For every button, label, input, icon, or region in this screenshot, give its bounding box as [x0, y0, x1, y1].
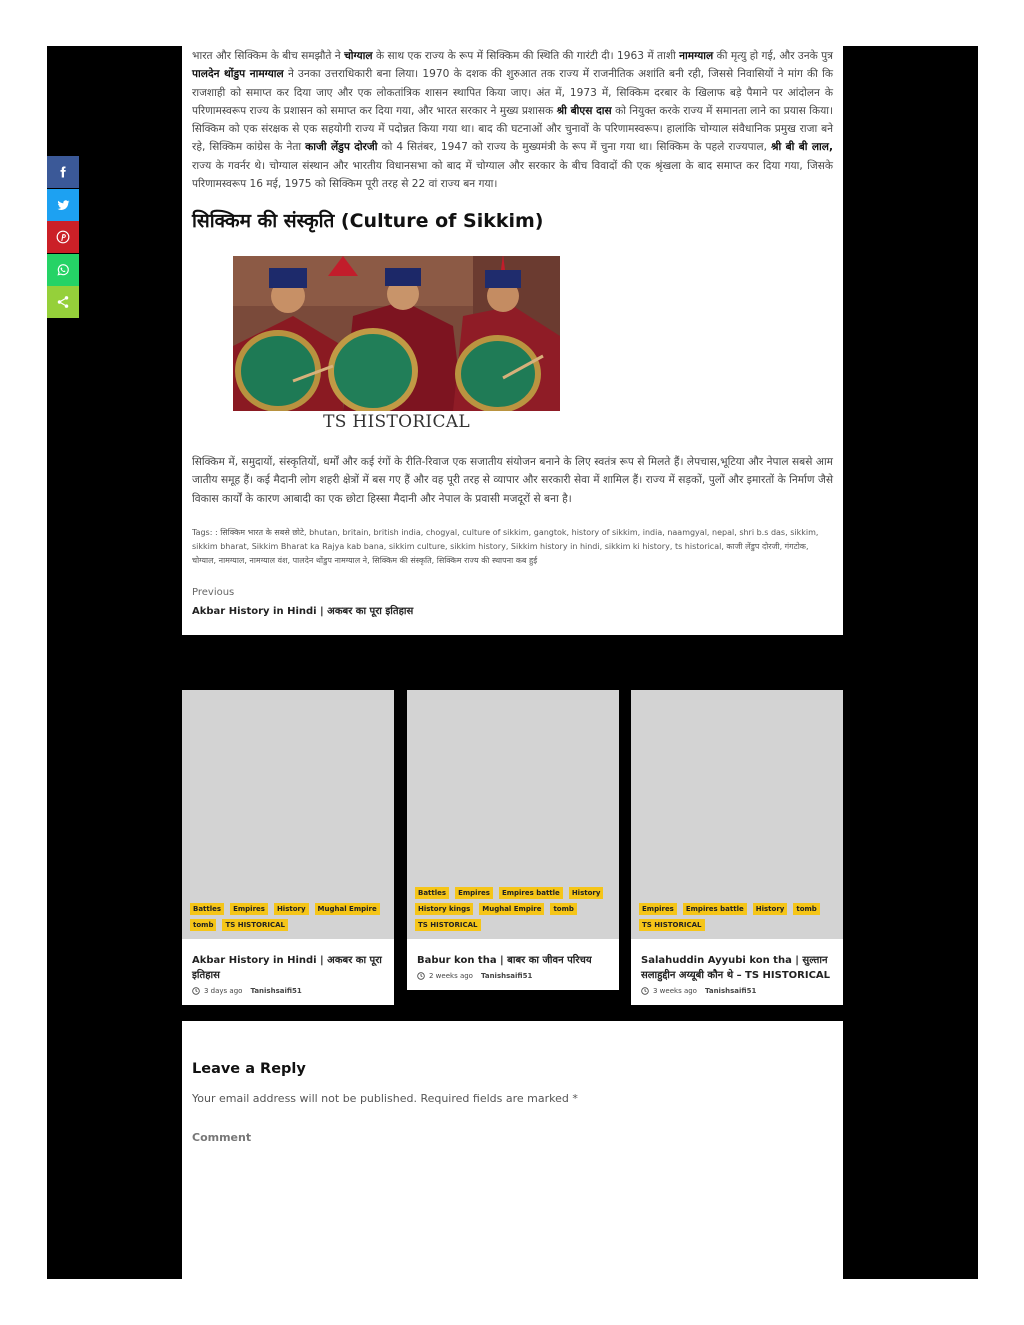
tag-link[interactable]: काजी लेंडुप दोरजी [726, 542, 780, 551]
post-title-link[interactable]: Salahuddin Ayyubi kon tha | सुल्तान सलाहुद्दीन अय्यूबी कौन थे – TS HISTORICAL [641, 955, 831, 981]
text-segment: को 4 सितंबर, 1947 को राज्य के मुख्यमंत्री के रूप में चुना गया था। सिक्किम के पहले राज्यपाल, [377, 141, 771, 154]
share-icon [56, 295, 70, 309]
tag-link[interactable]: Sikkim Bharat ka Rajya kab bana [251, 542, 384, 551]
reply-heading: Leave a Reply [192, 1061, 306, 1077]
bold-name: श्री बी बी लाल, [771, 141, 833, 154]
tag-link[interactable]: सिक्किम राज्य की स्थापना कब हुई [436, 556, 538, 565]
clock-icon [417, 972, 425, 980]
share-button[interactable] [47, 286, 79, 318]
tag-link[interactable]: गंगटोक [784, 542, 806, 551]
post-meta [417, 972, 609, 980]
card-body [407, 939, 619, 990]
tag-link[interactable]: nepal [712, 528, 735, 537]
bold-name: काजी लेंडुप दोरजी [305, 141, 378, 154]
category-badge[interactable]: Mughal Empire [479, 903, 544, 915]
post-author-link[interactable]: Tanishsaifi51 [480, 972, 533, 980]
category-badge[interactable]: Empires [455, 887, 493, 899]
text-segment: के साथ एक राज्य के रूप में सिक्किम की स्थिति की गारंटी दी। 1963 में ताशी [372, 50, 680, 62]
previous-post-label: Previous [192, 587, 235, 598]
pinterest-share-button[interactable] [47, 221, 79, 253]
whatsapp-icon [56, 263, 70, 277]
bold-name: चोग्याल [344, 50, 373, 62]
category-badge[interactable]: Empires [639, 903, 677, 915]
category-list [190, 903, 386, 931]
post-date: 3 days ago [204, 987, 243, 995]
image-caption: TS HISTORICAL [323, 412, 470, 432]
tags-label: Tags: : [192, 528, 218, 537]
tag-link[interactable]: सिक्किम की संस्कृति [372, 556, 432, 565]
tag-link[interactable]: india [642, 528, 663, 537]
tag-link[interactable]: चोग्याल [192, 556, 214, 565]
tag-link[interactable]: sikkim history [450, 542, 506, 551]
related-post-card[interactable] [407, 690, 619, 990]
tag-link[interactable]: british india [373, 528, 421, 537]
article-paragraph-history [192, 47, 833, 193]
text-segment: भारत और सिक्किम के बीच समझौते ने [192, 50, 345, 62]
related-post-card[interactable] [631, 690, 843, 1005]
category-badge[interactable]: Battles [190, 903, 224, 915]
post-thumbnail[interactable] [182, 690, 394, 939]
post-title-link[interactable]: Babur kon tha | बाबर का जीवन परिचय [417, 955, 592, 966]
category-badge[interactable]: History [274, 903, 309, 915]
monks-drumming-illustration [233, 256, 560, 411]
previous-post-link[interactable]: Akbar History in Hindi | अकबर का पूरा इतिहास [192, 606, 414, 617]
card-body [182, 939, 394, 1005]
tag-link[interactable]: sikkim culture [388, 542, 445, 551]
section-heading-culture: सिक्किम की संस्कृति (Culture of Sikkim) [192, 210, 544, 232]
category-badge[interactable]: Battles [415, 887, 449, 899]
twitter-share-button[interactable] [47, 189, 79, 221]
category-badge[interactable]: Mughal Empire [315, 903, 380, 915]
post-title-link[interactable]: Akbar History in Hindi | अकबर का पूरा इतिहास [192, 955, 382, 981]
post-meta [641, 987, 833, 995]
tag-link[interactable]: gangtok [533, 528, 567, 537]
tag-list: सिक्किम भारत के सबसे छोटे, bhutan, britain, british india, chogyal, culture of sikkim, gangtok, history of sikkim, india, naamgyal, nepal, shri b.s das, sikkim, sikkim bharat, Sikkim Bharat ka Rajya kab bana, sikkim culture, sikkim history, Sikkim history in hindi, sikkim ki history, ts historical, काजी लेंडुप दोरजी, गंगटोक, चोग्याल, नामग्याल, नामग्याल वंश, पालदेन थोंडुप नामग्याल ने, सिक्किम की संस्कृति, सिक्किम राज्य की स्थापना कब हुई [192, 528, 819, 565]
category-list [415, 887, 611, 931]
tag-link[interactable]: culture of sikkim [462, 528, 529, 537]
bold-name: पालदेन थोंडुप नामग्याल [192, 68, 284, 81]
twitter-icon [57, 199, 70, 212]
tag-link[interactable]: Sikkim history in hindi [510, 542, 600, 551]
bold-name: श्री बीएस दास [556, 104, 612, 117]
category-badge[interactable]: Empires battle [499, 887, 563, 899]
post-thumbnail[interactable] [631, 690, 843, 939]
related-post-card[interactable] [182, 690, 394, 1005]
article-content [182, 46, 843, 635]
whatsapp-share-button[interactable] [47, 254, 79, 286]
tag-link[interactable]: britain [342, 528, 369, 537]
category-badge[interactable]: TS HISTORICAL [639, 919, 705, 931]
email-note: Your email address will not be published. Required fields are marked * [192, 1092, 578, 1105]
category-badge[interactable]: History kings [415, 903, 473, 915]
text-segment: को नियुक्त करके राज्य में समानता लाने का प्रयास किया। सिक्किम को एक संरक्षक से एक सहयोगी राज्य में पदोन्नत किया गया था। बाद की घटनाओं और चुनावों के परिणामस्वरूप। हालांकि चोग्याल संवैधानिक प्रमुख राजा बने रहे, सिक्किम कांग्रेस के नेता [192, 104, 834, 154]
tag-link[interactable]: sikkim ki history [604, 542, 670, 551]
comment-label: Comment [192, 1131, 252, 1144]
post-thumbnail[interactable] [407, 690, 619, 939]
post-date: 3 weeks ago [653, 987, 697, 995]
category-badge[interactable]: tomb [793, 903, 819, 915]
tag-link[interactable]: bhutan [309, 528, 338, 537]
clock-icon [192, 987, 200, 995]
tag-link[interactable]: shri b.s das [739, 528, 786, 537]
tag-link[interactable]: सिक्किम भारत के सबसे छोटे [220, 528, 304, 537]
category-badge[interactable]: History [753, 903, 788, 915]
post-tags [192, 526, 822, 568]
facebook-icon [57, 166, 69, 178]
category-badge[interactable]: tomb [190, 919, 216, 931]
bold-name: नामग्याल [679, 50, 714, 62]
text-segment: की मृत्यु हो गई, और उनके पुत्र [713, 50, 833, 62]
clock-icon [641, 987, 649, 995]
text-segment: ने उनका उत्तराधिकारी बना लिया। 1970 के दशक की शुरुआत तक राज्य में राजनीतिक अशांति बनी रही, जिससे निवासियों ने मांग की कि राजशाही को समाप्त कर दिया जाए और एक लोकतांत्रिक शासन स्थापित किया जाए। अंत में, 1973 में, सिक्किम दरबार के खिलाफ बड़े पैमाने पर आंदोलन के परिणामस्वरूप राज्य के प्रशासन को समाप्त कर दिया गया, और भारत सरकार ने मुख्य प्रशासक [192, 68, 833, 117]
tag-link[interactable]: ts historical [674, 542, 722, 551]
tag-link[interactable]: history of sikkim [571, 528, 638, 537]
post-author-link[interactable]: Tanishsaifi51 [250, 987, 302, 995]
category-badge[interactable]: Empires [230, 903, 268, 915]
post-author-link[interactable]: Tanishsaifi51 [704, 987, 757, 995]
text-segment: राज्य के गवर्नर थे। चोग्याल संस्थान और भारतीय विधानसभा को बाद में चोग्याल और सरकार के बीच विवादों की एक श्रृंखला के बाद समाप्त कर दिया गया, जिसके परिणामस्वरूप 16 मई, 1975 को सिक्किम पूरी तरह से 22 वां राज्य बन गया। [192, 159, 833, 191]
category-badge[interactable]: History [569, 887, 604, 899]
comment-form [182, 1021, 843, 1279]
tag-link[interactable]: chogyal [425, 528, 458, 537]
article-paragraph-culture: सिक्किम में, समुदायों, संस्कृतियों, धर्मों और कई रंगों के रीति-रिवाज एक सजातीय संयोजन बनाने के लिए स्वतंत्र रूप से मिलते हैं। लेपचास,भूटिया और नेपाल सबसे आम जातीय समूह हैं। कई मैदानी लोग शहरी क्षेत्रों में बस गए हैं और वह पूरी तरह से व्यापार और सरकारी सेवा में शामिल हैं। राज्य में सड़कों, पुलों और इमारतों के निर्माण जैसे विकास कार्यों के कारण आबादी का एक छोटा हिस्सा मैदानी और नेपाल के प्रवासी मजदूरों से बना है। [192, 456, 833, 505]
tag-link[interactable]: naamgyal [667, 528, 707, 537]
category-badge[interactable]: tomb [550, 903, 576, 915]
category-badge[interactable]: TS HISTORICAL [415, 919, 481, 931]
post-meta [192, 987, 384, 995]
culture-image [233, 256, 560, 411]
pinterest-icon [56, 230, 70, 244]
facebook-share-button[interactable] [47, 156, 79, 188]
tag-link[interactable]: नामग्याल [218, 556, 245, 565]
tag-link[interactable]: sikkim bharat [192, 542, 247, 551]
category-badge[interactable]: Empires battle [683, 903, 747, 915]
tag-link[interactable]: पालदेन थोंडुप नामग्याल ने [292, 556, 368, 565]
comment-textarea[interactable] [192, 1151, 833, 1271]
category-list [639, 903, 835, 931]
post-date: 2 weeks ago [429, 972, 473, 980]
tag-link[interactable]: नामग्याल वंश [249, 556, 288, 565]
tag-link[interactable]: sikkim [790, 528, 816, 537]
category-badge[interactable]: TS HISTORICAL [222, 919, 288, 931]
card-body [631, 939, 843, 1005]
